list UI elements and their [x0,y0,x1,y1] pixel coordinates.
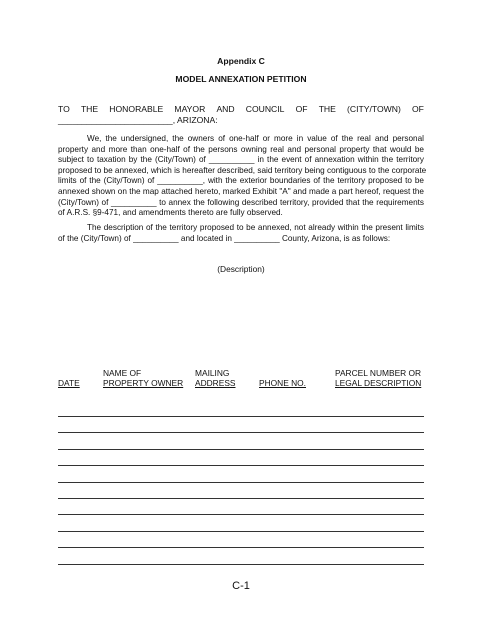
signature-row-line[interactable] [58,564,424,565]
address-word: THE [80,104,99,114]
column-header-line1: NAME OF [103,368,142,378]
column-header-line1 [58,368,60,378]
signature-row-line[interactable] [58,531,424,532]
address-line-2: ________________________, ARIZONA: [58,114,218,125]
column-header-line2: DATE [58,378,80,389]
column-header-phone [259,368,306,389]
signature-row-line[interactable] [58,432,424,433]
paragraph-line: of the (City/Town) of __________ and located in __________ County, Arizona, is as follows: [58,233,391,243]
paragraph-line: (City/Town) of __________ to annex the following described territory, provided that the requirements [58,197,424,207]
page-number: C-1 [232,580,250,592]
column-header-address [195,368,236,389]
signature-row-line[interactable] [58,465,424,466]
column-header-line2: LEGAL DESCRIPTION [335,378,422,389]
address-word: OF [411,104,424,114]
column-header-line2: ADDRESS [195,378,236,389]
address-word: TO [58,104,70,114]
column-header-line2: PROPERTY OWNER [103,378,184,389]
column-header-line2: PHONE NO. [259,378,306,389]
petition-paragraph [58,134,427,219]
address-word: THE [318,104,336,114]
paragraph-line: We, the undersigned, the owners of one-half or more in value of the real and personal [87,134,424,143]
signature-row-line[interactable] [58,482,424,483]
description-placeholder: (Description) [217,264,265,274]
address-word: HONORABLE [109,104,164,114]
column-header-line1: PARCEL NUMBER OR [335,368,422,378]
paragraph-line: of A.R.S. §9-471, and amendments thereto are fully observed. [58,208,283,218]
paragraph-line: The description of the territory proposed to be annexed, not already within the present limits [87,223,424,232]
column-header-date [58,368,80,389]
address-word: (CITY/TOWN) [347,104,401,114]
column-header-line1: MAILING [195,368,230,378]
column-header-parcel [335,368,421,389]
description-intro-paragraph [58,223,424,244]
address-line-1 [58,104,424,115]
signature-row-line[interactable] [58,416,424,417]
paragraph-line: subject to taxation by the (City/Town) of __________ in the event of annexation within the territory [58,155,424,165]
paragraph-line: limits of the (City/Town) of __________, with the exterior boundaries of the territory proposed to be [58,176,424,186]
signature-row-line[interactable] [58,547,424,548]
address-word: MAYOR [174,104,206,114]
address-word: AND [216,104,235,114]
signature-row-line[interactable] [58,449,424,450]
petition-address [58,104,424,125]
address-word: COUNCIL [245,104,285,114]
signature-row-line[interactable] [58,514,424,515]
column-header-owner [103,368,183,389]
paragraph-line: annexed shown on the map attached hereto, marked Exhibit "A" and made a part hereof, request the [58,186,424,196]
paragraph-line: proposed to be annexed, which is hereafter described, said territory being contiguous to the corporate [58,165,427,175]
appendix-label: Appendix C [217,56,265,66]
paragraph-line: property and more than one-half of the persons owning real and personal property that would be [58,144,424,154]
signature-row-line[interactable] [58,498,424,499]
address-word: OF [295,104,308,114]
column-header-line1 [259,368,261,378]
page-title: MODEL ANNEXATION PETITION [175,74,307,84]
